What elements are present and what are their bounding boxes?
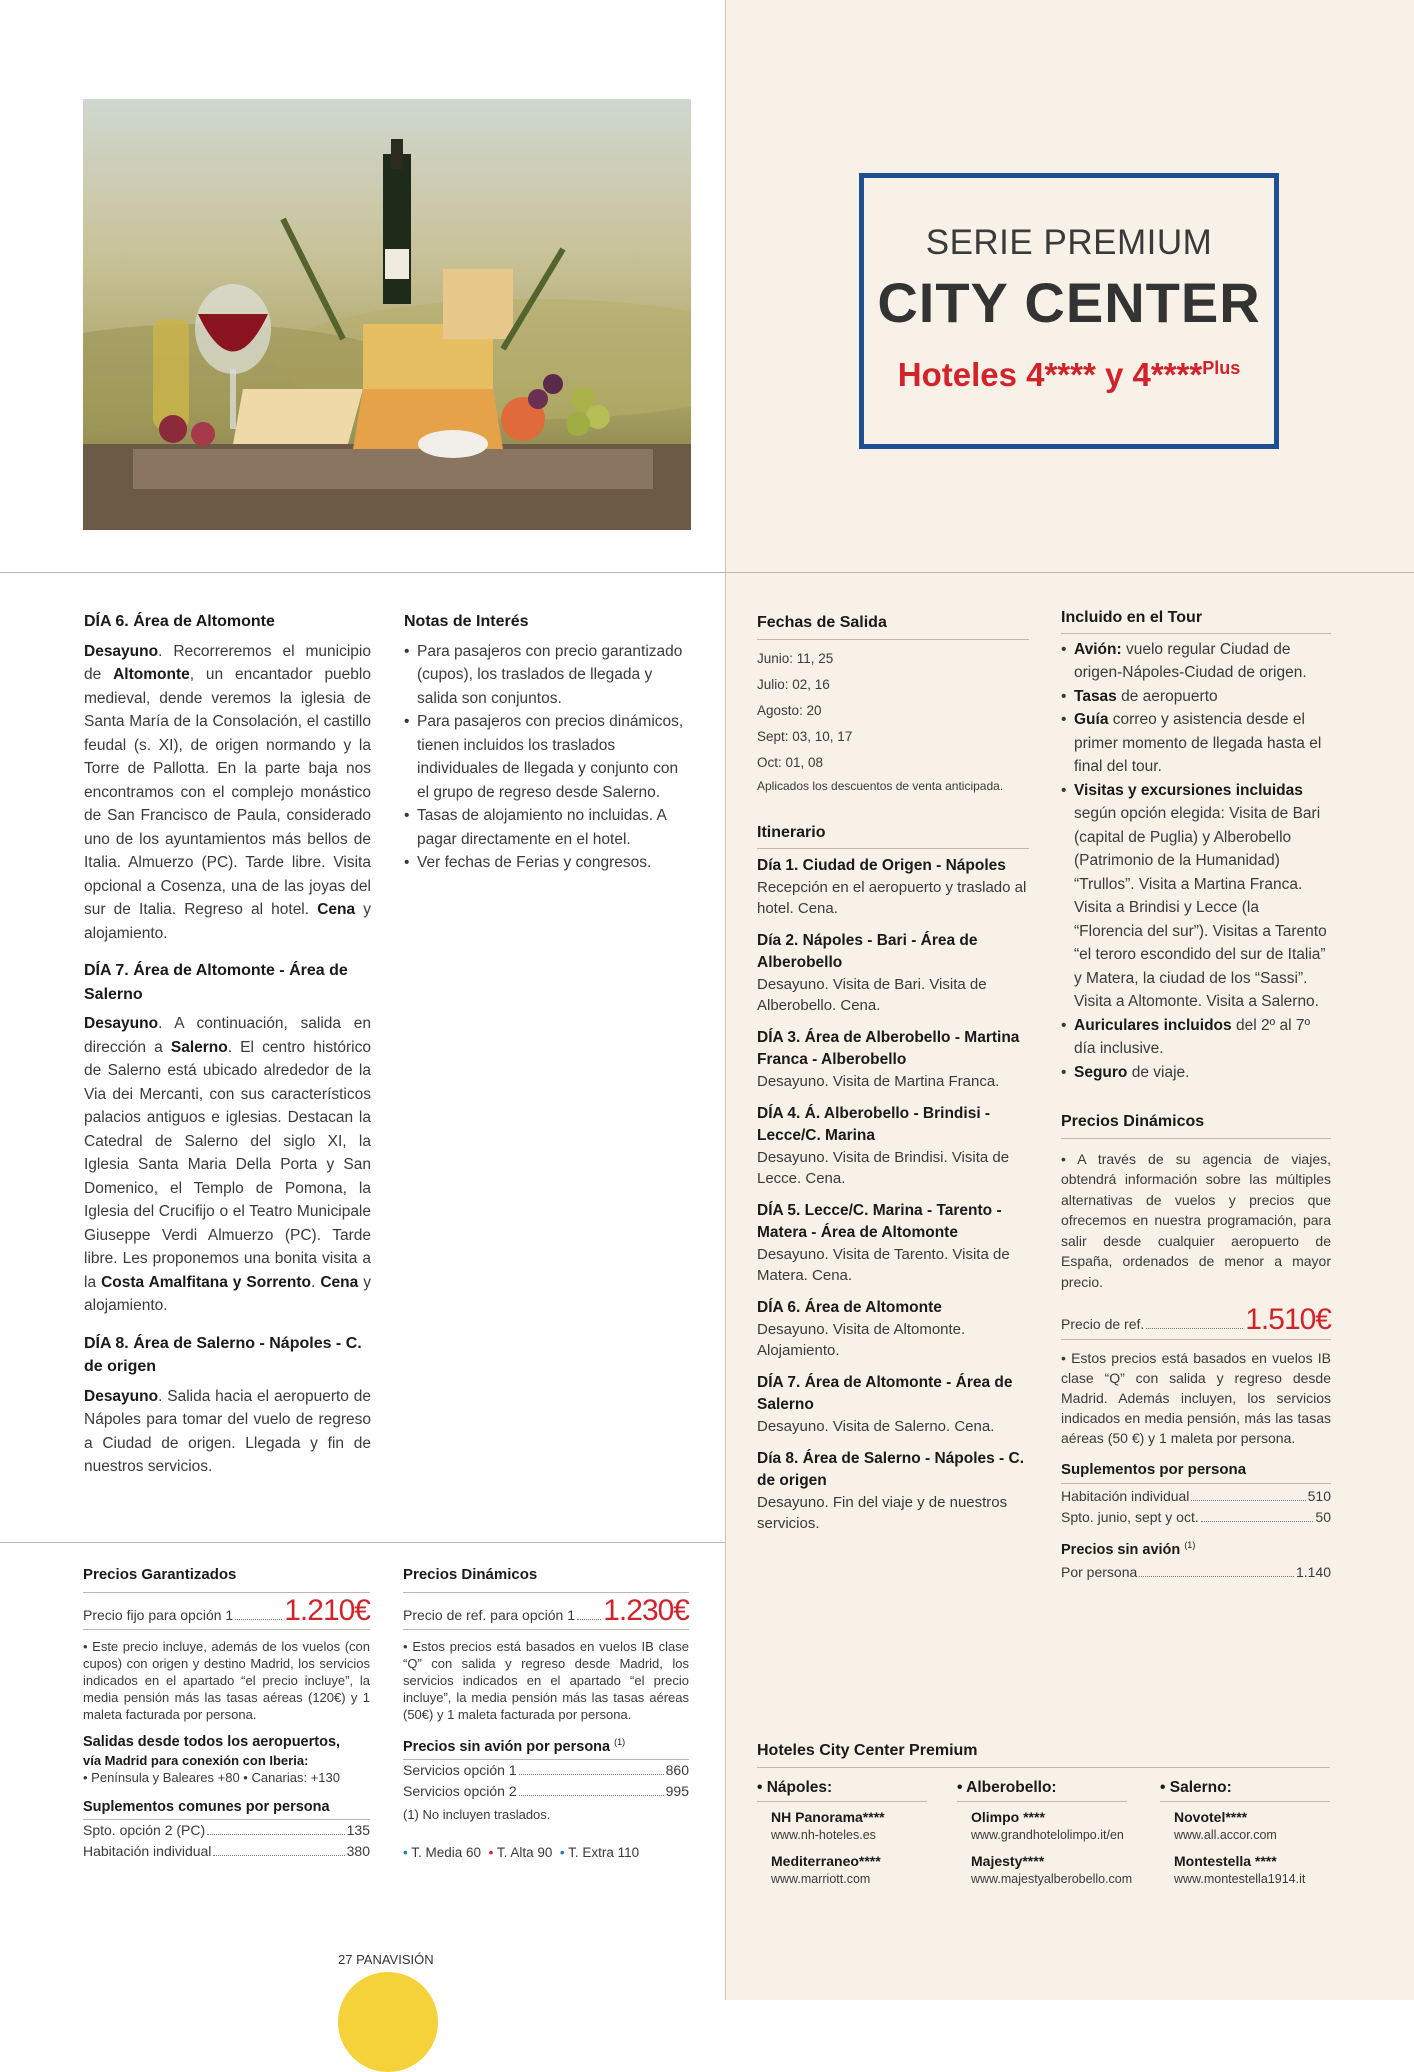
text-run: correo y asistencia desde el primer momento de llegada hasta el final del tour. bbox=[1074, 711, 1322, 775]
garantizados-price: 1.210€ bbox=[284, 1593, 370, 1627]
divider bbox=[0, 1542, 725, 1543]
salidas-sub: vía Madrid para conexión con Iberia: bbox=[83, 1753, 309, 1768]
day6-title: DÍA 6. Área de Altomonte bbox=[84, 613, 275, 630]
page-tab-circle bbox=[338, 1972, 438, 2072]
hotels-category bbox=[864, 356, 1274, 394]
precios-garantizados bbox=[83, 1563, 370, 1862]
series-name: CITY CENTER bbox=[877, 271, 1261, 334]
price-row-label: Servicios opción 1 bbox=[403, 1761, 517, 1778]
list-item: • Para pasajeros con precio garantizado (cupos), los traslados de llegada y salida son conjuntos. bbox=[404, 640, 687, 711]
hotel-city bbox=[1160, 1776, 1330, 1889]
garantizados-price-label: Precio fijo para opción 1 bbox=[83, 1606, 234, 1623]
hotel-name: Majesty**** bbox=[971, 1853, 1045, 1869]
price-row-value: 860 bbox=[665, 1761, 689, 1778]
sin-avion-sup: (1) bbox=[614, 1737, 626, 1747]
hotel-city-name: • Nápoles: bbox=[757, 1776, 927, 1803]
itinerary-day-text: Desayuno. Visita de Brindisi. Visita de Lecce. Cena. bbox=[757, 1149, 1010, 1187]
dot-leader bbox=[519, 1795, 664, 1796]
itinerario-list bbox=[757, 855, 1029, 1534]
hotel-name: Novotel**** bbox=[1174, 1809, 1248, 1825]
itinerario-title: Itinerario bbox=[757, 823, 826, 841]
fechas-itinerario-column bbox=[757, 611, 1029, 1534]
fecha-row: Oct: 01, 08 bbox=[757, 754, 824, 770]
dinamicos-left-price-label: Precio de ref. para opción 1 bbox=[403, 1606, 575, 1623]
sin-avion-right-sup: (1) bbox=[1184, 1540, 1196, 1550]
page-number: 27 PANAVISIÓN bbox=[338, 1952, 434, 1967]
price-row-value: 50 bbox=[1315, 1509, 1331, 1525]
list-item bbox=[1061, 685, 1331, 709]
bold-text: Costa Amalfitana y Sorrento bbox=[101, 1273, 312, 1291]
list-item bbox=[1061, 638, 1331, 685]
sin-avion-title-text: Precios sin avión por persona bbox=[403, 1738, 611, 1755]
bold-text: Avión: bbox=[1074, 640, 1122, 658]
price-row-label: Spto. junio, sept y oct. bbox=[1061, 1509, 1199, 1525]
itinerary-day-title: Día 1. Ciudad de Origen - Nápoles bbox=[757, 857, 1006, 874]
dinamicos-left-price: 1.230€ bbox=[603, 1593, 689, 1627]
text-run: . El centro histórico de Salerno está ubicado alrededor de la Via dei Mercanti, con sus característicos palacios antiguos e iglesias. Destacan la Catedral de Salerno del siglo XI, la Iglesia Santa Maria Della Porta y San Domenico, el Templo de Pomona, la Iglesia del Crucifijo o el Teatro Municipale Giuseppe Verdi Almuerzo (PC). Tarde libre. Les proponemos una bonita visita a la bbox=[84, 1038, 371, 1291]
sin-avion-title bbox=[403, 1733, 689, 1757]
day7-text bbox=[84, 1012, 371, 1318]
fecha-row: Agosto: 20 bbox=[757, 702, 822, 718]
itinerary-day-title: Día 8. Área de Salerno - Nápoles - C. de origen bbox=[757, 1450, 1025, 1489]
hotel-city-name: • Salerno: bbox=[1160, 1776, 1330, 1803]
salidas-items: • Península y Baleares +80 • Canarias: +130 bbox=[83, 1770, 340, 1785]
itinerary-day-title: DÍA 4. Á. Alberobello - Brindisi - Lecce/C. Marina bbox=[757, 1105, 991, 1144]
text-run: según opción elegida: Visita de Bari (capital de Puglia) y Alberobello (Patrimonio de la Humanidad) “Trullos”. Visita a Martina Franca. Visita a Brindisi y Lecce (la “Florencia del sur”). Visitas a Tarento “el teroro escondido del sur de Italia” y Matera, la ciudad de los “Sassi”. Visita a Altomonte. Visita a Salerno. bbox=[1074, 805, 1327, 1010]
fecha-row: Junio: 11, 25 bbox=[757, 650, 834, 666]
day8-text bbox=[84, 1385, 371, 1479]
sin-avion-list bbox=[403, 1760, 689, 1802]
temporada-alta: T. Alta 90 bbox=[496, 1844, 553, 1860]
price-row bbox=[1061, 1507, 1331, 1528]
hotel-city bbox=[957, 1776, 1133, 1889]
temporada-dot: • bbox=[559, 1844, 565, 1860]
incluido-column bbox=[1061, 606, 1331, 1583]
text-run: . bbox=[311, 1273, 321, 1291]
hotel-website-link[interactable]: www.majestyalberobello.com bbox=[971, 1872, 1133, 1886]
hotel-website-link[interactable]: www.montestella1914.it bbox=[1174, 1872, 1306, 1886]
price-row-value: 135 bbox=[346, 1822, 370, 1838]
itinerary-day-text: Desayuno. Visita de Altomonte. Alojamiento. bbox=[757, 1321, 966, 1359]
text-run: del 2º al 7º día inclusive. bbox=[1074, 1016, 1311, 1057]
price-row bbox=[403, 1781, 689, 1802]
hotel-name: Montestella **** bbox=[1174, 1853, 1277, 1869]
itinerary-day-title: Día 2. Nápoles - Bari - Área de Alberobello bbox=[757, 932, 978, 971]
supl-persona-list bbox=[1061, 1486, 1331, 1528]
hotel-name: Mediterraneo**** bbox=[771, 1853, 881, 1869]
notas-title: Notas de Interés bbox=[404, 613, 529, 630]
dinamicos-right-intro: • A través de su agencia de viajes, obtendrá información sobre las múltiples alternativas de vuelos y precios que ofrecemos en nuestra programación, para salir desde cualquier aeropuerto de España, ordenados de menor a mayor precio. bbox=[1061, 1150, 1331, 1290]
hotel-name: Olimpo **** bbox=[971, 1809, 1045, 1825]
price-row bbox=[1061, 1562, 1331, 1583]
list-item bbox=[1061, 1061, 1331, 1085]
incluido-list bbox=[1061, 638, 1331, 1085]
itinerary-day-text: Desayuno. Visita de Martina Franca. bbox=[757, 1073, 1000, 1090]
dinamicos-right-price-label: Precio de ref. bbox=[1061, 1316, 1145, 1332]
price-row-value: 1.140 bbox=[1295, 1564, 1331, 1581]
list-item: • Para pasajeros con precios dinámicos, tienen incluidos los traslados individuales de llegada y conjunto con el grupo de regreso desde Salerno. bbox=[404, 710, 687, 804]
garantizados-title: Precios Garantizados bbox=[83, 1563, 370, 1593]
day7-title: DÍA 7. Área de Altomonte - Área de Salerno bbox=[84, 962, 348, 1003]
supl-persona-title: Suplementos por persona bbox=[1061, 1460, 1247, 1478]
text-run: de viaje. bbox=[1127, 1063, 1190, 1081]
wine-cheese-image bbox=[83, 99, 691, 530]
fecha-row: Sept: 03, 10, 17 bbox=[757, 728, 853, 744]
text-run: y alojamiento. bbox=[84, 1273, 372, 1314]
price-row-value: 995 bbox=[665, 1782, 689, 1799]
itinerary-day-text: Desayuno. Visita de Bari. Visita de Alberobello. Cena. bbox=[757, 976, 987, 1014]
text-run: vuelo regular Ciudad de origen-Nápoles-Ciudad de origen. bbox=[1074, 640, 1307, 681]
list-item: • Tasas de alojamiento no incluidas. A pagar directamente en el hotel. bbox=[404, 804, 687, 851]
bold-text: Seguro bbox=[1074, 1063, 1128, 1081]
bold-text: Tasas bbox=[1074, 687, 1117, 705]
page-fold bbox=[725, 0, 726, 2000]
bold-text: Auriculares incluidos bbox=[1074, 1016, 1232, 1034]
text-run: de aeropuerto bbox=[1116, 687, 1218, 705]
text-run: y alojamiento. bbox=[84, 901, 371, 942]
salidas-title: Salidas desde todos los aeropuertos, bbox=[83, 1734, 341, 1750]
price-row bbox=[403, 1760, 689, 1781]
itinerary-day-title: DÍA 6. Área de Altomonte bbox=[757, 1299, 942, 1316]
text-run: , un encantador pueblo medieval, dende veremos la iglesia de Santa María de la Consolación, el castillo feudal (s. XI), de origen normando y la Torre de Pallotta. En la parte baja nos encontramos con el complejo monástico de San Francisco de Paula, considerado uno de los ayuntamientos más bellos de Italia. Almuerzo (PC). Tarde libre. Visita opcional a Cosenza, una de las joyas del sur de Italia. Regreso al hotel. bbox=[84, 666, 371, 918]
bold-text: Guía bbox=[1074, 711, 1109, 728]
hotel-name: NH Panorama**** bbox=[771, 1809, 885, 1825]
list-item: • Ver fechas de Ferias y congresos. bbox=[404, 851, 687, 875]
itinerary-detail-column bbox=[84, 610, 371, 1479]
hotels-category-sup: Plus bbox=[1202, 358, 1241, 378]
bold-text: Salerno bbox=[170, 1038, 228, 1056]
precios-dinamicos-left bbox=[403, 1563, 689, 1864]
price-row bbox=[1061, 1486, 1331, 1507]
dinamicos-right-price-row bbox=[1061, 1303, 1331, 1337]
bold-text: Visitas y excursiones incluidas bbox=[1074, 781, 1303, 799]
fecha-row: Julio: 02, 16 bbox=[757, 676, 830, 692]
price-row-label: Spto. opción 2 (PC) bbox=[83, 1822, 206, 1838]
fechas-note: Aplicados los descuentos de venta anticipada. bbox=[757, 778, 1004, 793]
dinamicos-right-price: 1.510€ bbox=[1245, 1303, 1331, 1336]
fechas-title: Fechas de Salida bbox=[757, 614, 887, 631]
dot-leader bbox=[1139, 1576, 1294, 1577]
itinerary-day-text: Recepción en el aeropuerto y traslado al hotel. Cena. bbox=[757, 879, 1027, 917]
dot-leader bbox=[213, 1855, 344, 1856]
garantizados-price-row bbox=[83, 1593, 370, 1628]
price-row-label: Servicios opción 2 bbox=[403, 1782, 517, 1799]
temporada-extra: T. Extra 110 bbox=[568, 1844, 640, 1860]
garantizados-note: • Este precio incluye, además de los vuelos (con cupos) con origen y destino Madrid, los servicios indicados en el apartado “el precio incluye”, la media pensión más las tasas aéreas (120€) y 1 maleta facturada por persona. bbox=[83, 1639, 370, 1722]
bold-text: Cena bbox=[320, 1273, 359, 1291]
sin-avion-right-list bbox=[1061, 1562, 1331, 1583]
bold-text: Desayuno bbox=[84, 642, 159, 660]
temporada-dot: • bbox=[403, 1844, 408, 1860]
incluido-title: Incluido en el Tour bbox=[1061, 609, 1203, 626]
sin-avion-footnote: (1) No incluyen traslados. bbox=[403, 1806, 551, 1822]
wine-cheese-still-life-image bbox=[83, 99, 691, 530]
bold-text: Altomonte bbox=[113, 666, 190, 683]
notas-list bbox=[404, 640, 687, 875]
price-row-label: Habitación individual bbox=[83, 1843, 212, 1859]
hoteles-section bbox=[757, 1739, 1330, 1916]
price-row-label: Habitación individual bbox=[1061, 1488, 1190, 1504]
series-label: SERIE PREMIUM bbox=[925, 223, 1213, 262]
bold-text: Desayuno bbox=[84, 1015, 159, 1032]
temporada-dot: • bbox=[488, 1844, 494, 1860]
sin-avion-right-title-text: Precios sin avión bbox=[1061, 1541, 1181, 1558]
price-row-value: 510 bbox=[1307, 1488, 1331, 1504]
text-run: . A continuación, salida en dirección a bbox=[84, 1015, 371, 1056]
dot-leader bbox=[1201, 1521, 1314, 1522]
temporadas-row bbox=[403, 1841, 689, 1865]
temporada-media: T. Media 60 bbox=[411, 1844, 482, 1860]
hotel-website-link[interactable]: www.marriott.com bbox=[771, 1872, 871, 1886]
day6-text bbox=[84, 640, 371, 946]
price-row bbox=[83, 1820, 370, 1841]
dinamicos-left-title: Precios Dinámicos bbox=[403, 1563, 689, 1593]
list-item bbox=[1061, 708, 1331, 779]
list-item bbox=[1061, 1014, 1331, 1061]
dinamicos-right-title: Precios Dinámicos bbox=[1061, 1113, 1205, 1130]
divider bbox=[0, 572, 1414, 573]
fechas-list bbox=[757, 646, 1029, 776]
dot-leader bbox=[207, 1834, 344, 1835]
hotels-category-text: Hoteles 4**** y 4**** bbox=[897, 356, 1203, 393]
hotel-website-link[interactable]: www.nh-hoteles.es bbox=[771, 1828, 876, 1842]
dot-leader bbox=[519, 1774, 664, 1775]
hotel-website-link[interactable]: www.all.accor.com bbox=[1174, 1828, 1277, 1842]
supl-comunes-title: Suplementos comunes por persona bbox=[83, 1799, 330, 1815]
itinerary-day-title: DÍA 7. Área de Altomonte - Área de Salerno bbox=[757, 1374, 1013, 1413]
supl-comunes-list bbox=[83, 1820, 370, 1862]
hoteles-grid bbox=[757, 1776, 1330, 1916]
price-row-value: 380 bbox=[346, 1843, 370, 1859]
bold-text: Desayuno bbox=[84, 1387, 159, 1405]
itinerary-day-title: DÍA 3. Área de Alberobello - Martina Franca - Alberobello bbox=[757, 1029, 1020, 1068]
sin-avion-right-title bbox=[1061, 1534, 1331, 1562]
hotel-website-link[interactable]: www.grandhotelolimpo.it/en bbox=[971, 1828, 1124, 1842]
dinamicos-left-note: • Estos precios está basados en vuelos IB clase “Q” con salida y regreso desde Madrid, los servicios indicados en el apartado “el precio incluye”, la media pensión más las tasas aéreas (50€) y 1 maleta facturada por persona. bbox=[403, 1639, 689, 1722]
dot-leader bbox=[1191, 1500, 1305, 1501]
day8-title: DÍA 8. Área de Salerno - Nápoles - C. de origen bbox=[84, 1334, 362, 1375]
text-run: . Salida hacia el aeropuerto de Nápoles para tomar del vuelo de regreso a Ciudad de origen. Llegada y fin de nuestros servicios. bbox=[84, 1387, 371, 1475]
text-run: . Recorreremos el municipio de bbox=[84, 642, 371, 683]
price-row-label: Por persona bbox=[1061, 1564, 1138, 1581]
itinerary-day-title: DÍA 5. Lecce/C. Marina - Tarento - Matera - Área de Altomonte bbox=[757, 1202, 1002, 1241]
hoteles-title: Hoteles City Center Premium bbox=[757, 1742, 978, 1759]
hotel-city-name: • Alberobello: bbox=[957, 1776, 1127, 1803]
series-brand-box bbox=[859, 173, 1279, 449]
itinerary-day-text: Desayuno. Fin del viaje y de nuestros servicios. bbox=[757, 1494, 1008, 1532]
list-item bbox=[1061, 779, 1331, 1014]
itinerary-day-text: Desayuno. Visita de Tarento. Visita de Matera. Cena. bbox=[757, 1246, 1010, 1284]
hotel-city bbox=[757, 1776, 927, 1889]
dinamicos-right-note: • Estos precios está basados en vuelos IB clase “Q” con salida y regreso desde Madrid. Además incluyen, los servicios indicados en media pensión, más las tasas aéreas (50 €) y 1 maleta por persona. bbox=[1061, 1349, 1331, 1446]
dinamicos-left-price-row bbox=[403, 1593, 689, 1628]
itinerary-day-text: Desayuno. Visita de Salerno. Cena. bbox=[757, 1418, 995, 1435]
notas-section bbox=[404, 610, 687, 875]
bold-text: Cena bbox=[317, 901, 356, 918]
price-row bbox=[83, 1841, 370, 1862]
